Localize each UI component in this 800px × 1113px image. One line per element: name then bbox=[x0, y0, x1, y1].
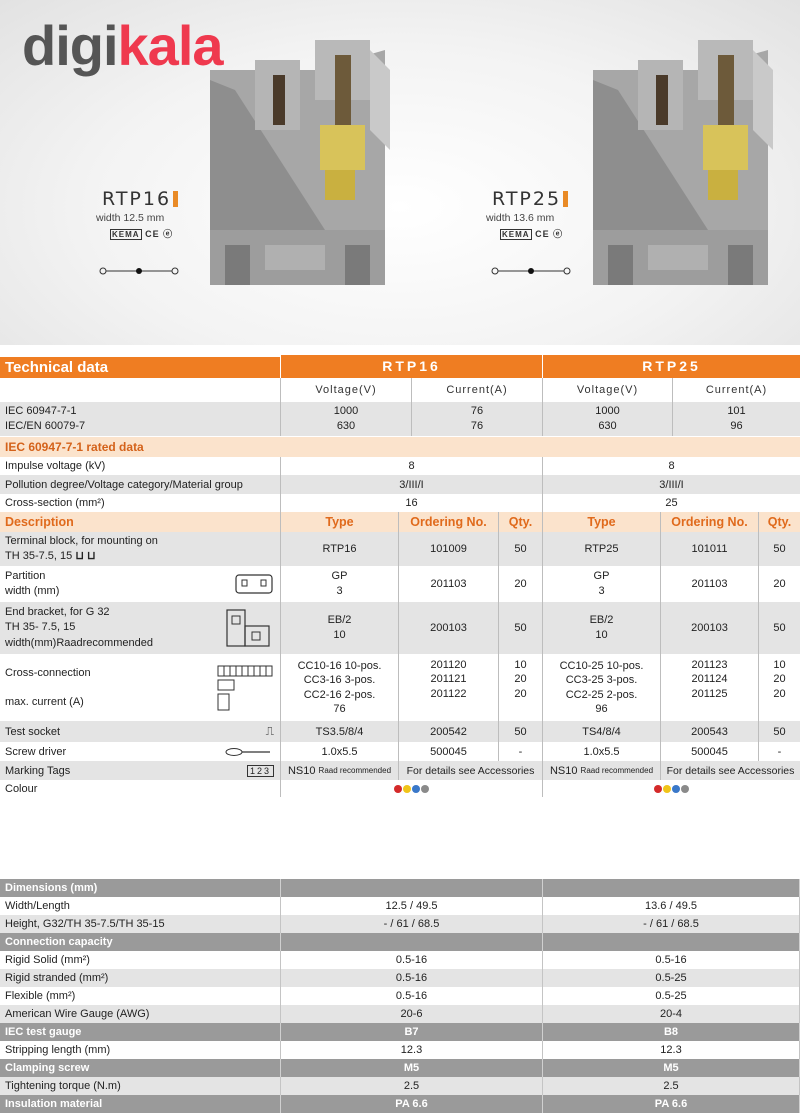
dimensions-section-header: Dimensions (mm) bbox=[0, 879, 800, 897]
ordering-row-screw-driver: Screw driver 1.0x5.5 500045 - 1.0x5.5 500045 - bbox=[0, 742, 800, 761]
colour-dots bbox=[394, 785, 429, 793]
ordering-row-terminal: Terminal block, for mounting on TH 35-7.5, 15 ⊔ ⊔ RTP16 101009 50 RTP25 101011 50 bbox=[0, 532, 800, 566]
ordering-row-cross-connection: Cross-connection max. current (A) CC10-16 10-pos. CC3-16 3-pos. CC2-16 2-pos. 76 201120 201121 201122 10 20 20 CC10-25 10-pos. CC3-25 3-pos. CC2-25 2-pos. 96 201123 201124 201125 10 20 20 bbox=[0, 654, 800, 721]
rtp25-cert-marks: KEMA CE ⓔ bbox=[502, 229, 564, 239]
col-rtp16-header: RTP16 bbox=[281, 355, 542, 378]
dimensions-row: Rigid Solid (mm²) 0.5-16 0.5-16 bbox=[0, 951, 800, 969]
circuit-symbol-icon bbox=[490, 265, 572, 277]
brand-logo: digikala bbox=[22, 14, 223, 77]
rated-row: Impulse voltage (kV) 8 8 bbox=[0, 457, 800, 475]
rated-data-title: IEC 60947-7-1 rated data bbox=[0, 437, 800, 457]
colour-dot bbox=[672, 785, 680, 793]
test-socket-icon: ⎍ bbox=[265, 724, 274, 738]
colour-dot bbox=[394, 785, 402, 793]
technical-data-header bbox=[0, 345, 800, 378]
dimensions-row: Stripping length (mm) 12.3 12.3 bbox=[0, 1041, 800, 1059]
rtp16-terminal-block-image bbox=[195, 30, 395, 290]
rtp16-width: width 12.5 mm bbox=[96, 212, 165, 224]
col-rtp25-header: RTP25 bbox=[543, 355, 800, 378]
screwdriver-icon bbox=[224, 747, 274, 757]
technical-data-title: Technical data bbox=[0, 357, 280, 378]
dimensions-row: American Wire Gauge (AWG) 20-6 20-4 bbox=[0, 1005, 800, 1023]
voltage-current-header: Voltage(V) Current(A) Voltage(V) Current(A) bbox=[0, 378, 800, 402]
product-hero bbox=[0, 0, 800, 345]
din-rail-icon: ⊔ ⊔ bbox=[75, 550, 96, 562]
ordering-row-test-socket: Test socket ⎍ TS3.5/8/4 200542 50 TS4/8/4 200543 50 bbox=[0, 721, 800, 742]
cross-connection-icon bbox=[216, 662, 274, 714]
marking-tags-icon: 123 bbox=[247, 765, 274, 777]
end-bracket-icon bbox=[224, 606, 274, 650]
dimensions-section-header: Insulation material PA 6.6 PA 6.6 bbox=[0, 1095, 800, 1113]
rtp16-label: RTP16 bbox=[102, 188, 178, 210]
rated-row: Cross-section (mm²) 16 25 bbox=[0, 494, 800, 512]
ordering-row-partition: Partition width (mm) GP 3 201103 20 GP 3 201103 20 bbox=[0, 566, 800, 602]
rtp16-cert-marks: KEMA CE ⓔ bbox=[112, 229, 174, 239]
dimensions-section-header: Connection capacity bbox=[0, 933, 800, 951]
ordering-row-end-bracket: End bracket, for G 32 TH 35- 7.5, 15 width(mm)Raadrecommended EB/2 10 200103 50 EB/2 10 200103 50 bbox=[0, 602, 800, 654]
colour-dot bbox=[654, 785, 662, 793]
standard-ratings-block: IEC 60947-7-1 IEC/EN 60079-7 1000 630 76 76 1000 630 101 96 bbox=[0, 402, 800, 436]
dimensions-row: Rigid stranded (mm²) 0.5-16 0.5-25 bbox=[0, 969, 800, 987]
partition-icon bbox=[234, 571, 274, 597]
rtp25-label: RTP25 bbox=[492, 188, 568, 210]
colour-dot bbox=[412, 785, 420, 793]
ordering-header: Description Type Ordering No. Qty. Type Ordering No. Qty. bbox=[0, 512, 800, 532]
ordering-row-marking-tags: Marking Tags 123 NS10 Raad recommended For details see Accessories NS10 Raad recommended For details see Accessories bbox=[0, 761, 800, 780]
rtp25-terminal-block-image bbox=[578, 30, 778, 290]
rated-row: Pollution degree/Voltage category/Material group 3/III/I 3/III/I bbox=[0, 475, 800, 494]
dimensions-row: Height, G32/TH 35-7.5/TH 35-15 - / 61 / 68.5 - / 61 / 68.5 bbox=[0, 915, 800, 933]
colour-dot bbox=[421, 785, 429, 793]
colour-dots bbox=[654, 785, 689, 793]
colour-dot bbox=[403, 785, 411, 793]
rtp25-width: width 13.6 mm bbox=[486, 212, 555, 224]
circuit-symbol-icon bbox=[98, 265, 180, 277]
dimensions-row: Width/Length 12.5 / 49.5 13.6 / 49.5 bbox=[0, 897, 800, 915]
colour-dot bbox=[681, 785, 689, 793]
dimensions-row: Flexible (mm²) 0.5-16 0.5-25 bbox=[0, 987, 800, 1005]
dimensions-section-header: Clamping screw M5 M5 bbox=[0, 1059, 800, 1077]
colour-dot bbox=[663, 785, 671, 793]
dimensions-row: Tightening torque (N.m) 2.5 2.5 bbox=[0, 1077, 800, 1095]
dimensions-section-header: IEC test gauge B7 B8 bbox=[0, 1023, 800, 1041]
ordering-row-colour: Colour bbox=[0, 780, 800, 797]
